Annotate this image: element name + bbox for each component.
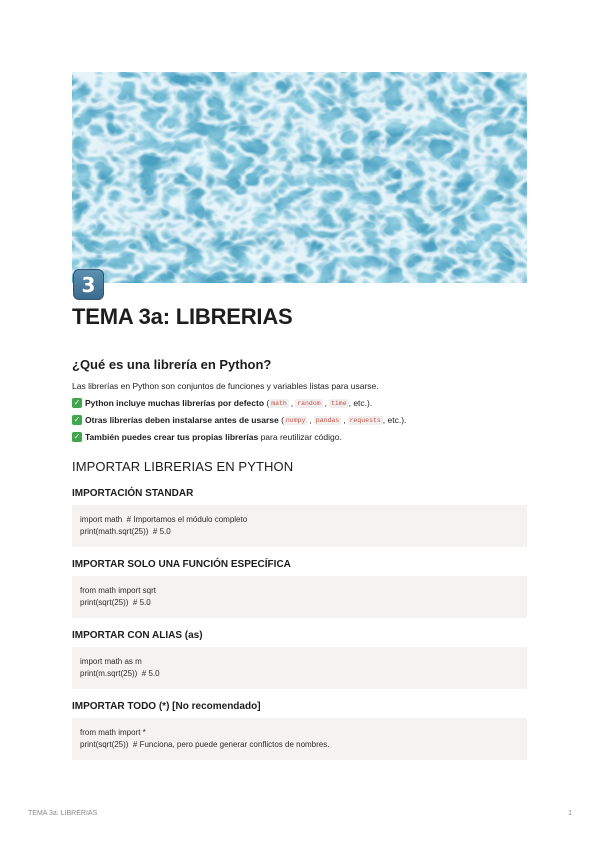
- block-title: IMPORTAR SOLO UNA FUNCIÓN ESPECÍFICA: [72, 559, 291, 570]
- bullet-rest-text: para reutilizar código.: [258, 432, 342, 442]
- inline-code-math: math: [271, 399, 287, 407]
- pool-water-texture: [72, 72, 527, 283]
- import-block-specific: [72, 559, 527, 618]
- bullet-bold-text: Otras librerías deben instalarse antes de usarse: [85, 415, 279, 425]
- bullet-bold-text: Python incluye muchas librerías por defecto: [85, 398, 265, 408]
- section-heading: IMPORTAR LIBRERIAS EN PYTHON: [72, 459, 294, 474]
- footer-page-number: 1: [568, 810, 572, 817]
- code-line: print(sqrt(25)) # Funciona, pero puede generar conflictos de nombres.: [80, 740, 330, 749]
- check-icon: ✓: [73, 415, 81, 424]
- page-title: TEMA 3a: LIBRERIAS: [72, 304, 293, 329]
- code-block: [72, 505, 527, 547]
- inline-code-pandas: pandas: [315, 416, 340, 424]
- code-line: print(sqrt(25)) # 5.0: [80, 598, 151, 607]
- bullet-open-paren: (: [278, 415, 284, 425]
- import-block-standard: [72, 488, 527, 547]
- block-title: IMPORTACIÓN STANDAR: [72, 488, 194, 499]
- code-line: print(m.sqrt(25)) # 5.0: [80, 669, 160, 678]
- page-number-icon: 3: [73, 269, 104, 300]
- inline-code-random: random: [297, 399, 321, 407]
- bullet-close-text: , etc.).: [348, 398, 373, 408]
- code-line: import math # Importamos el módulo completo: [80, 515, 248, 524]
- inline-code-requests: requests: [349, 416, 381, 424]
- inline-code-numpy: numpy: [285, 416, 306, 424]
- bullet-install-libraries: ✓ Otras librerías deben instalarse antes de usarse ( numpy , pandas , requests , etc.).: [73, 415, 407, 425]
- code-line: from math import sqrt: [80, 586, 157, 595]
- block-title: IMPORTAR TODO (*) [No recomendado]: [72, 701, 261, 712]
- code-line: import math as m: [80, 657, 142, 666]
- cover-image: [72, 72, 527, 283]
- page-content: [72, 357, 527, 772]
- import-block-all: [72, 701, 527, 760]
- inline-code-time: time: [331, 399, 347, 407]
- import-block-alias: [72, 630, 527, 689]
- block-title: IMPORTAR CON ALIAS (as): [72, 630, 203, 641]
- bullet-own-libraries: [72, 431, 527, 443]
- code-block: [72, 647, 527, 689]
- code-block: [72, 576, 527, 618]
- intro-paragraph: Las librerías en Python son conjuntos de funciones y variables listas para usarse.: [72, 381, 379, 391]
- bullet-bold-text: También puedes crear tus propias librerías: [85, 432, 259, 442]
- bullet-open-paren: (: [264, 398, 270, 408]
- code-line: print(math.sqrt(25)) # 5.0: [80, 527, 171, 536]
- bullet-default-libraries: ✓ Python incluye muchas librerías por defecto ( math , random , time , etc.).: [73, 398, 373, 408]
- check-icon: ✓: [73, 432, 81, 441]
- code-block: [72, 718, 527, 760]
- bullet-close-text: , etc.).: [382, 415, 407, 425]
- footer-title: TEMA 3a: LIBRERIAS: [28, 810, 98, 817]
- intro-heading: ¿Qué es una librería en Python?: [72, 357, 272, 372]
- code-line: from math import *: [80, 728, 146, 737]
- check-icon: ✓: [73, 398, 81, 407]
